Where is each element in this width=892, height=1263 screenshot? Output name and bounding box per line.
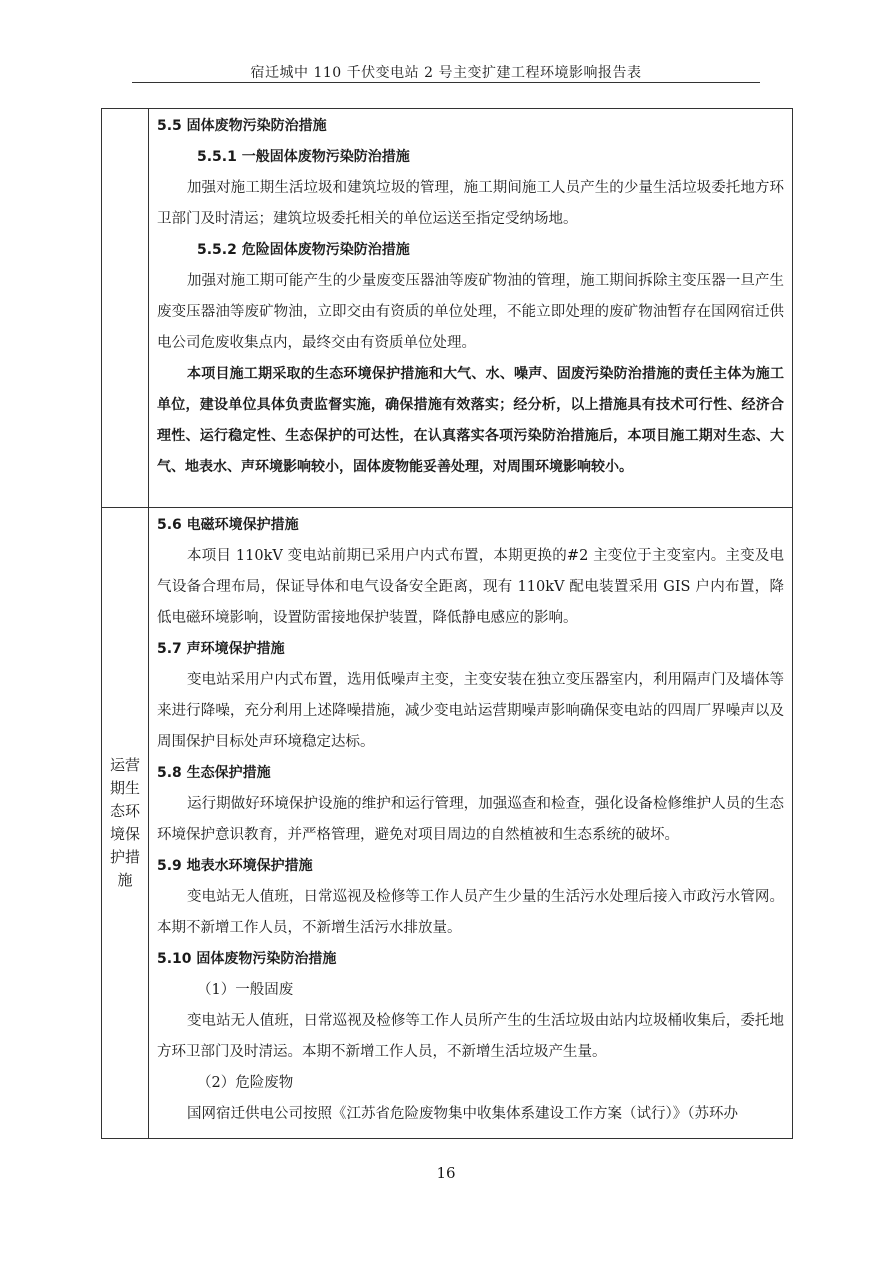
subsection-heading: 5.5.2 危险固体废物污染防治措施 (197, 242, 410, 258)
paragraph: 运行期做好环境保护设施的维护和运行管理，加强巡查和检查，强化设备检修维护人员的生态环境保护意识教育，并严格管理，避免对项目周边的自然植被和生态系统的破坏。 (157, 796, 784, 843)
section-heading: 5.10 固体废物污染防治措施 (157, 951, 337, 967)
paragraph: 加强对施工期生活垃圾和建筑垃圾的管理，施工期间施工人员产生的少量生活垃圾委托地方环卫部门及时清运；建筑垃圾委托相关的单位运送至指定受纳场地。 (157, 180, 784, 227)
list-label: （2）危险废物 (197, 1075, 294, 1091)
document-header: 宿迁城中 110 千伏变电站 2 号主变扩建工程环境影响报告表 (250, 65, 642, 81)
section-heading: 5.5 固体废物污染防治措施 (157, 118, 327, 134)
paragraph: 加强对施工期可能产生的少量废变压器油等废矿物油的管理，施工期间拆除主变压器一旦产生废变压器油等废矿物油，立即交由有资质的单位处理，不能立即处理的废矿物油暂存在国网宿迁供电公司危废收集点内，最终交由有资质单位处理。 (157, 273, 784, 351)
paragraph: 本项目 110kV 变电站前期已采用户内式布置，本期更换的#2 主变位于主变室内。主变及电气设备合理布局，保证导体和电气设备安全距离，现有 110kV 配电装置采用 GIS 户内布置，降低电磁环境影响，设置防雷接地保护装置，降低静电感应的影响。 (157, 548, 784, 626)
section-heading: 5.7 声环境保护措施 (157, 641, 285, 657)
list-label: （1）一般固废 (197, 982, 294, 998)
section-heading: 5.8 生态保护措施 (157, 765, 271, 781)
table-row (102, 508, 793, 1139)
header-rule (132, 82, 760, 83)
subsection-heading: 5.5.1 一般固体废物污染防治措施 (197, 149, 410, 165)
table-row (102, 109, 793, 508)
section-heading: 5.9 地表水环境保护措施 (157, 858, 313, 874)
paragraph: 国网宿迁供电公司按照《江苏省危险废物集中收集体系建设工作方案（试行）》（苏环办 (187, 1106, 738, 1122)
side-label: 运营期生态环境保护措施 (109, 756, 140, 889)
paragraph: 变电站无人值班，日常巡视及检修等工作人员产生少量的生活污水处理后接入市政污水管网。本期不新增工作人员，不新增生活污水排放量。 (157, 889, 784, 936)
page-number: 16 (436, 1164, 456, 1182)
measures-table (101, 108, 793, 1139)
paragraph: 变电站采用户内式布置，选用低噪声主变，主变安装在独立变压器室内，利用隔声门及墙体等来进行降噪，充分利用上述降噪措施，减少变电站运营期噪声影响确保变电站的四周厂界噪声以及周围保护目标处声环境稳定达标。 (157, 672, 784, 750)
content-cell (149, 508, 793, 1139)
content-cell (149, 109, 793, 508)
paragraph: 变电站无人值班，日常巡视及检修等工作人员所产生的生活垃圾由站内垃圾桶收集后，委托地方环卫部门及时清运。本期不新增工作人员，不新增生活垃圾产生量。 (157, 1013, 784, 1060)
section-heading: 5.6 电磁环境保护措施 (157, 517, 299, 533)
side-label-cell (102, 109, 149, 508)
conclusion-paragraph: 本项目施工期采取的生态环境保护措施和大气、水、噪声、固废污染防治措施的责任主体为施工单位，建设单位具体负责监督实施，确保措施有效落实；经分析，以上措施具有技术可行性、经济合理性、运行稳定性、生态保护的可达性，在认真落实各项污染防治措施后，本项目施工期对生态、大气、地表水、声环境影响较小，固体废物能妥善处理，对周围环境影响较小。 (157, 366, 784, 475)
side-label-cell (102, 508, 149, 1139)
